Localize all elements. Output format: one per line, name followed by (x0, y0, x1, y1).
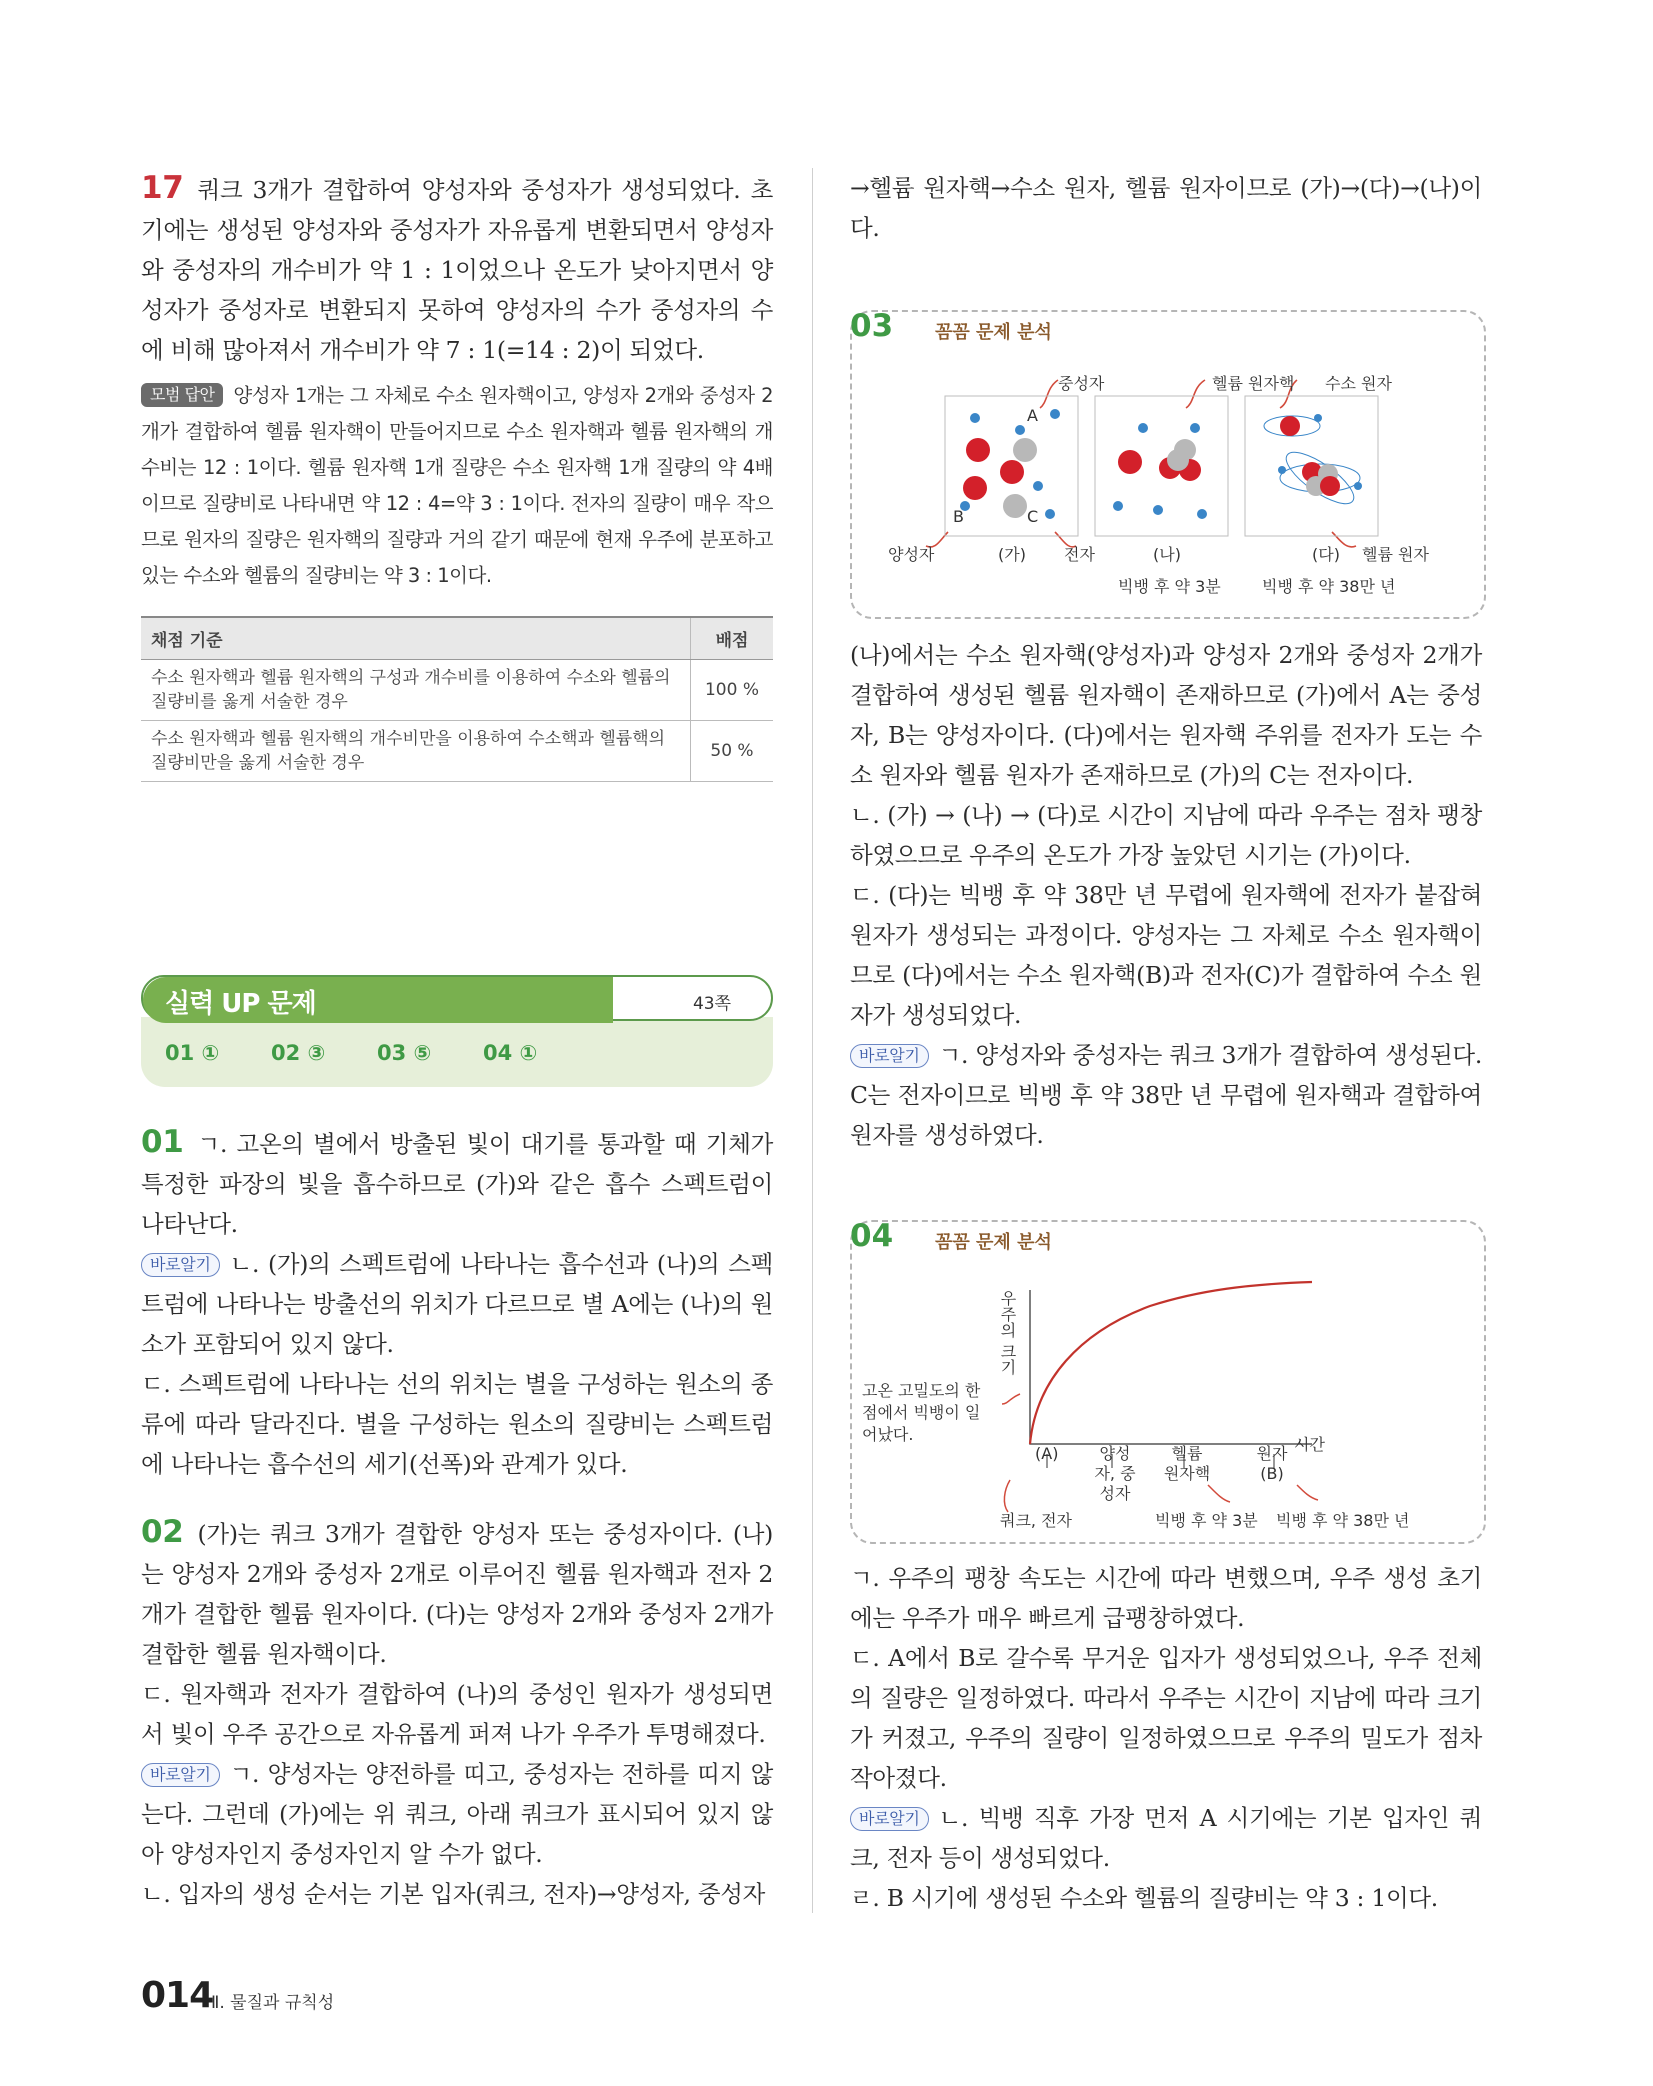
size-curve (1030, 1282, 1312, 1444)
grading-criteria-header: 채점 기준 (141, 617, 691, 660)
a04-paragraph-1: ㄱ. 우주의 팽창 속도는 시간에 따라 변했으며, 우주 생성 초기에는 우주가 매우 빠르게 급팽창하였다. (850, 1564, 1482, 1632)
skill-up-header (141, 975, 773, 1021)
q17-paragraph (141, 168, 773, 370)
answer-02: 02 ③ (271, 1041, 326, 1065)
a03-explanation (850, 635, 1482, 1155)
label-h-atom: 수소 원자 (1325, 374, 1392, 393)
grading-table (141, 616, 773, 782)
label-quark-electron: 쿼크, 전자 (1000, 1511, 1072, 1530)
correction-tag: 바로알기 (141, 1253, 220, 1277)
a02-text-1: (가)는 쿼크 3개가 결합한 양성자 또는 중성자이다. (나)는 양성자 2개와 중성자 2개로 이루어진 헬륨 원자핵과 전자 2개가 결합한 헬륨 원자이다. (다)는 양성자 2개와 중성자 2개가 결합한 헬륨 원자핵이다. (141, 1520, 773, 1668)
label-380k: 빅뱅 후 약 38만 년 (1276, 1511, 1410, 1530)
a02-paragraph-4: ㄴ. 입자의 생성 순서는 기본 입자(쿼크, 전자)→양성자, 중성자 (141, 1880, 766, 1908)
q17-text: 쿼크 3개가 결합하여 양성자와 중성자가 생성되었다. 초기에는 생성된 양성자와 중성자가 자유롭게 변환되면서 양성자와 중성자의 개수비가 약 1 : 1이었으나 온도가 낮아지면서 양성자가 중성자로 변환되지 못하여 양성자의 수가 중성자의 수에 비해 많아져서 개수비가 약 7 : 1(=14 : 2)이 되었다. (141, 176, 773, 364)
skill-up-title: 실력 UP 문제 (165, 989, 316, 1019)
a01-paragraph-2 (141, 1244, 773, 1364)
label-ga: (가) (998, 545, 1026, 564)
table-row (141, 721, 773, 782)
a01-paragraph-3: ㄷ. 스펙트럼에 나타나는 선의 위치는 별을 구성하는 원소의 종류에 따라 달라진다. 별을 구성하는 원소의 질량비는 스펙트럼에 나타나는 흡수선의 세기(선폭)와 관계가 있다. (141, 1370, 773, 1478)
correction-tag: 바로알기 (141, 1763, 220, 1787)
a03-paragraph-3: ㄷ. (다)는 빅뱅 후 약 38만 년 무렵에 원자핵에 전자가 붙잡혀 원자가 생성되는 과정이다. 양성자는 그 자체로 수소 원자핵이므로 (다)에서는 수소 원자핵(B)과 전자(C)가 결합하여 수소 원자가 생성되었다. (850, 881, 1482, 1029)
label-na: (나) (1153, 545, 1181, 564)
a04-text-3: ㄴ. 빅뱅 직후 가장 먼저 A 시기에는 기본 입자인 쿼크, 전자 등이 생성되었다. (850, 1804, 1482, 1872)
a04-paragraph-3 (850, 1798, 1482, 1878)
label-da: (다) (1312, 545, 1340, 564)
page-number: 014 (141, 1975, 214, 2016)
grading-criteria-cell: 수소 원자핵과 헬륨 원자핵의 구성과 개수비를 이용하여 수소와 헬륨의 질량비를 옳게 서술한 경우 (141, 660, 691, 721)
label-neutron: 중성자 (1058, 374, 1105, 393)
grading-table-header (141, 617, 773, 660)
answer-04: 04 ① (483, 1041, 538, 1065)
tick-marks (1047, 1454, 1274, 1468)
graph-x-label: 시간 (1294, 1435, 1325, 1454)
a01-text-2: ㄴ. (가)의 스펙트럼에 나타나는 흡수선과 (나)의 스펙트럼에 나타나는 방출선의 위치가 다르므로 별 A에는 (나)의 원소가 포함되어 있지 않다. (141, 1250, 773, 1358)
a01-text-1: ㄱ. 고온의 별에서 방출된 빛이 대기를 통과할 때 기체가 특정한 파장의 빛을 흡수하므로 (가)와 같은 흡수 스펙트럼이 나타난다. (141, 1130, 773, 1238)
bigbang-note: 고온 고밀도의 한 점에서 빅뱅이 일어났다. (862, 1381, 981, 1444)
label-he-nucleus: 헬륨 원자핵 (1212, 374, 1295, 393)
a04-explanation (850, 1558, 1482, 1918)
q17-number: 17 (141, 170, 184, 206)
answer-01: 01 ① (165, 1041, 220, 1065)
correction-tag: 바로알기 (850, 1044, 929, 1068)
model-answer (141, 378, 773, 594)
section-title: Ⅱ. 물질과 규칙성 (211, 1993, 335, 2013)
label-A: A (1027, 406, 1038, 425)
answer-strip (141, 1017, 773, 1087)
a01-number: 01 (141, 1124, 184, 1160)
a03-text-4: ㄱ. 양성자와 중성자는 쿼크 3개가 결합하여 생성된다. C는 전자이므로 빅뱅 후 약 38만 년 무렵에 원자핵과 결합하여 원자를 생성하였다. (850, 1041, 1482, 1149)
a02-paragraph-2: ㄷ. 원자핵과 전자가 결합하여 (나)의 중성인 원자가 생성되면서 빛이 우주 공간으로 자유롭게 퍼져 나가 우주가 투명해졌다. (141, 1680, 773, 1748)
label-B: B (953, 507, 964, 526)
right-column-top (850, 168, 1482, 248)
a02-number: 02 (141, 1514, 184, 1550)
grading-score-header: 배점 (691, 617, 774, 660)
grading-criteria-cell: 수소 원자핵과 헬륨 원자핵의 개수비만을 이용하여 수소핵과 헬륨핵의 질량비만을 옳게 서술한 경우 (141, 721, 691, 782)
a03-paragraph-2: ㄴ. (가) → (나) → (다)로 시간이 지남에 따라 우주는 점차 팽창하였으므로 우주의 온도가 가장 높았던 시기는 (가)이다. (850, 801, 1482, 869)
grading-score-cell: 50 % (691, 721, 774, 782)
a04-number: 04 (850, 1218, 894, 1254)
table-row (141, 660, 773, 721)
tick-he-nucleus: 헬륨 원자핵 (1163, 1444, 1211, 1483)
skill-up-answer-box (141, 975, 773, 1093)
model-answer-tag: 모범 답안 (141, 383, 223, 407)
model-answer-text: 양성자 1개는 그 자체로 수소 원자핵이고, 양성자 2개와 중성자 2개가 결합하여 헬륨 원자핵이 만들어지므로 수소 원자핵과 헬륨 원자핵의 개수비는 12 : 1이다. 헬륨 원자핵 1개 질량은 수소 원자핵 1개 질량의 약 4배이므로 질량비로 나타내면 약 12 : 4=약 3 : 1이다. 전자의 질량이 매우 작으므로 원자의 질량은 원자핵의 질량과 거의 같기 때문에 현재 우주에 분포하고 있는 수소와 헬륨의 질량비는 약 3 : 1이다. (141, 384, 773, 587)
label-3min: 빅뱅 후 약 3분 (1155, 1511, 1258, 1530)
skill-up-page: 43쪽 (692, 994, 731, 1014)
tick-atom-B: 원자 (B) (1256, 1444, 1288, 1483)
graph-axes (1030, 1290, 1312, 1444)
a03-paragraph-1: (나)에서는 수소 원자핵(양성자)과 양성자 2개와 중성자 2개가 결합하여 생성된 헬륨 원자핵이 존재하므로 (가)에서 A는 중성자, B는 양성자이다. (다)에서는 원자핵 주위를 전자가 도는 수소 원자와 헬륨 원자가 존재하므로 (가)의 C는 전자이다. (850, 641, 1482, 789)
a04-paragraph-4: ㄹ. B 시기에 생성된 수소와 헬륨의 질량비는 약 3 : 1이다. (850, 1884, 1438, 1912)
graph-y-label: 우주의 크기 (998, 1290, 1017, 1376)
label-electron: 전자 (1064, 545, 1095, 564)
a02-paragraph-1 (141, 1512, 773, 1674)
a04-panel-title: 꼼꼼 문제 분석 (935, 1232, 1052, 1253)
tick-proton-neutron: 양성자, 중성자 (1094, 1444, 1136, 1503)
a04-paragraph-2: ㄷ. A에서 B로 갈수록 무거운 입자가 생성되었으나, 우주 전체의 질량은 일정하였다. 따라서 우주는 시간이 지남에 따라 크기가 커졌고, 우주의 질량이 일정하였으므로 우주의 밀도가 점차 작아졌다. (850, 1644, 1482, 1792)
label-proton: 양성자 (888, 545, 935, 564)
label-3min: 빅뱅 후 약 3분 (1118, 577, 1221, 596)
grading-score-cell: 100 % (691, 660, 774, 721)
label-C: C (1027, 507, 1039, 526)
left-column (141, 168, 773, 782)
tick-A: (A) (1035, 1444, 1059, 1463)
a02-paragraph-5: →헬륨 원자핵→수소 원자, 헬륨 원자이므로 (가)→(다)→(나)이다. (850, 174, 1482, 242)
correction-tag: 바로알기 (850, 1807, 929, 1831)
a03-number: 03 (850, 308, 894, 344)
label-he-atom: 헬륨 원자 (1362, 545, 1429, 564)
a01-paragraph-1 (141, 1122, 773, 1244)
a03-particle-diagram (850, 310, 1482, 615)
label-380k: 빅뱅 후 약 38만 년 (1262, 577, 1396, 596)
a03-panel-title: 꼼꼼 문제 분석 (935, 322, 1052, 343)
answer-03: 03 ⑤ (377, 1041, 432, 1065)
answers-01-02 (141, 1122, 773, 1914)
a02-paragraph-3 (141, 1754, 773, 1874)
a03-paragraph-4 (850, 1035, 1482, 1155)
column-divider (812, 168, 813, 1913)
a02-text-3: ㄱ. 양성자는 양전하를 띠고, 중성자는 전하를 띠지 않는다. 그런데 (가)에는 위 쿼크, 아래 쿼크가 표시되어 있지 않아 양성자인지 중성자인지 알 수가 없다. (141, 1760, 773, 1868)
